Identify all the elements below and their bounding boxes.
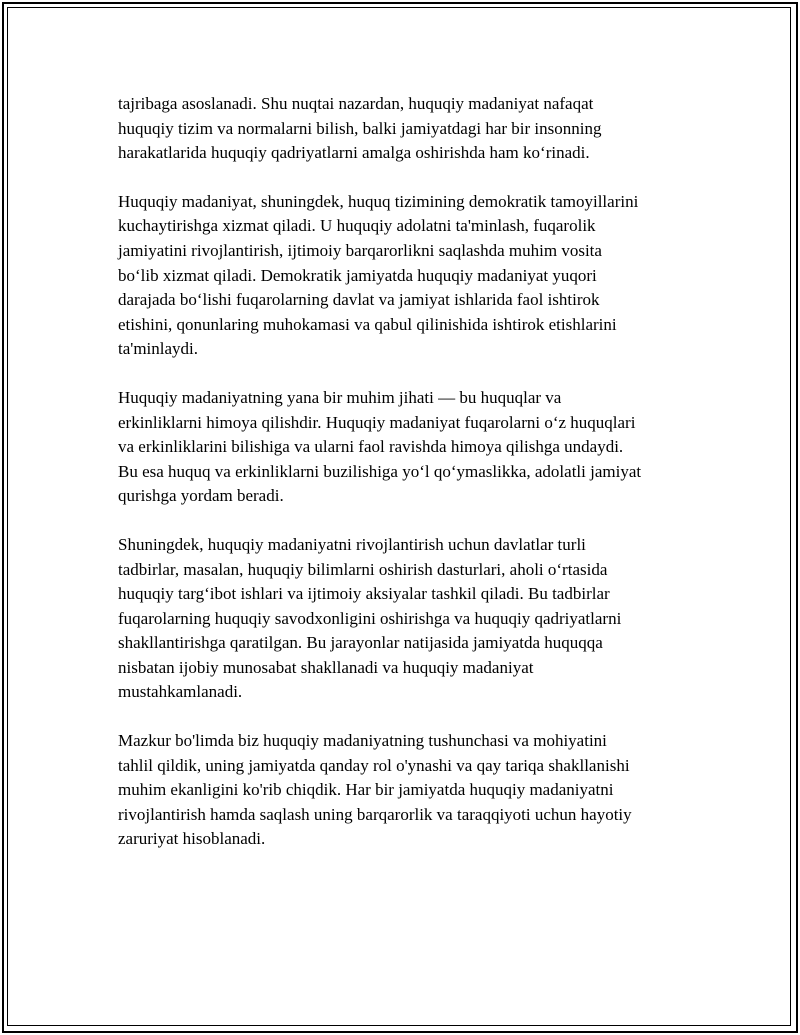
text-line: ta'minlaydi. [118,339,199,359]
text-line: mustahkamlanadi. [118,682,243,702]
text-line: muhim ekanligini ko'rib chiqdik. Har bir jamiyatda huquqiy madaniyatni [118,780,614,800]
text-line: tadbirlar, masalan, huquqiy bilimlarni oshirish dasturlari, aholi o‘rtasida [118,559,608,579]
text-line: rivojlantirish hamda saqlash uning barqarorlik va taraqqiyoti uchun hayotiy [118,804,632,824]
paragraph [118,92,693,166]
text-line: shakllantirishga qaratilgan. Bu jarayonlar natijasida jamiyatda huquqqa [118,633,603,653]
text-line: qurishga yordam beradi. [118,486,284,506]
text-line: etishini, qonunlaring muhokamasi va qabul qilinishida ishtirok etishlarini [118,314,617,334]
text-line: nisbatan ijobiy munosabat shakllanadi va huquqiy madaniyat [118,657,534,677]
text-line: Shuningdek, huquqiy madaniyatni rivojlantirish uchun davlatlar turli [118,534,586,554]
paragraph [118,533,693,705]
text-line: erkinliklarni himoya qilishdir. Huquqiy madaniyat fuqarolarni o‘z huquqlari [118,412,636,432]
text-line: va erkinliklarini bilishiga va ularni faol ravishda himoya qilishga undaydi. [118,437,624,457]
text-line: bo‘lib xizmat qiladi. Demokratik jamiyatda huquqiy madaniyat yuqori [118,265,597,285]
text-line: Bu esa huquq va erkinliklarni buzilishiga yo‘l qo‘ymaslikka, adolatli jamiyat [118,461,642,481]
text-line: Mazkur bo'limda biz huquqiy madaniyatning tushunchasi va mohiyatini [118,731,607,751]
text-line: tajribaga asoslanadi. Shu nuqtai nazardan, huquqiy madaniyat nafaqat [118,94,594,113]
text-line: huquqiy tizim va normalarni bilish, balki jamiyatdagi har bir insonning [118,118,602,138]
text-line: Huquqiy madaniyatning yana bir muhim jihati — bu huquqlar va [118,387,562,407]
text-line: kuchaytirishga xizmat qiladi. U huquqiy adolatni ta'minlash, fuqarolik [118,216,596,236]
text-line: Huquqiy madaniyat, shuningdek, huquq tizimining demokratik tamoyillarini [118,191,639,211]
text-line: tahlil qildik, uning jamiyatda qanday rol o'ynashi va qay tariqa shakllanishi [118,755,630,775]
paragraph [118,190,693,362]
paragraph [118,386,693,509]
text-line: darajada bo‘lishi fuqarolarning davlat va jamiyat ishlarida faol ishtirok [118,290,600,310]
text-line: harakatlarida huquqiy qadriyatlarni amalga oshirishda ham ko‘rinadi. [118,143,590,163]
text-line: zaruriyat hisoblanadi. [118,829,266,849]
paragraph [118,729,693,852]
text-line: jamiyatini rivojlantirish, ijtimoiy barqarorlikni saqlashda muhim vosita [118,240,602,260]
text-line: fuqarolarning huquqiy savodxonligini oshirishga va huquqiy qadriyatlarni [118,608,622,628]
text-line: huquqiy targ‘ibot ishlari va ijtimoiy aksiyalar tashkil qiladi. Bu tadbirlar [118,584,610,604]
page-body [118,92,693,876]
